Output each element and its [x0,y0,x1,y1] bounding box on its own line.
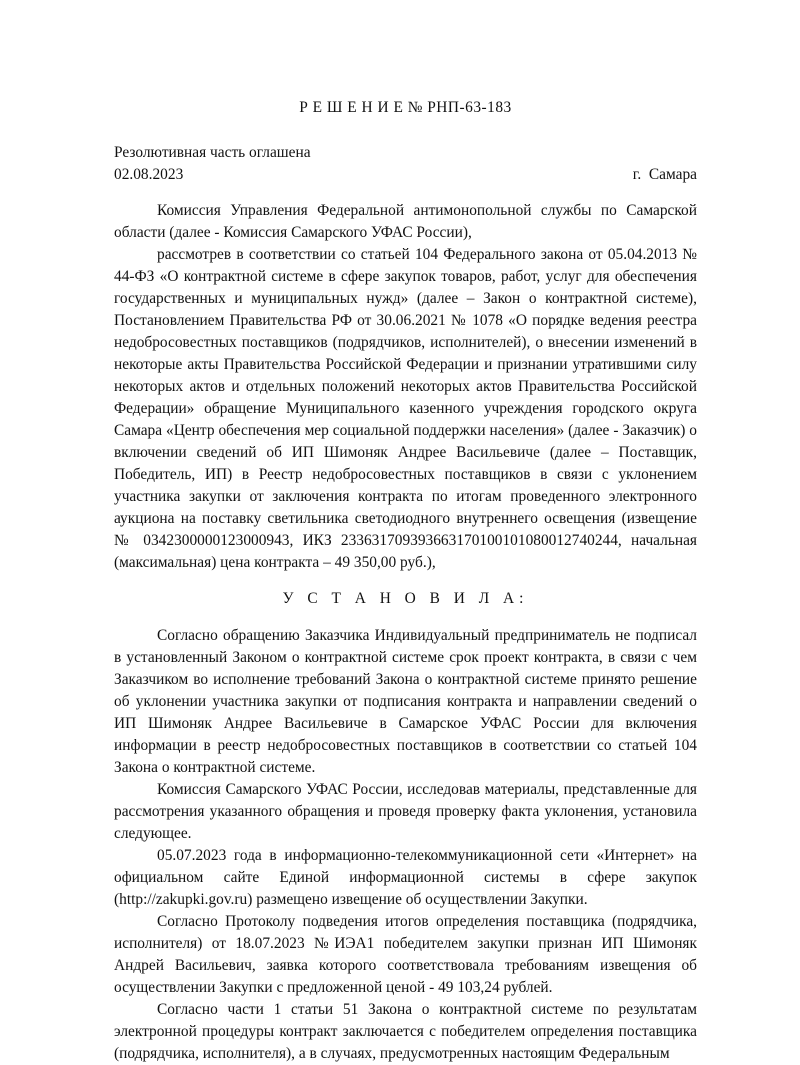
body-paragraph: Согласно части 1 статьи 51 Закона о контрактной системе по результатам электронной процедуры контракт заключается с победителем определения поставщика (подрядчика, исполнителя), а в случаях, предусмотренных настоящим Федеральным [114,1001,697,1062]
announcement-text: Резолютивная часть оглашена [114,144,311,161]
intro-paragraph: рассмотрев в соответствии со статьей 104 Федерального закона от 05.04.2013 № 44-ФЗ «О контрактной системе в сфере закупок товаров, работ, услуг для обеспечения государственных и муниципальных нужд» (далее – Закон о контрактной системе), Постановлением Правительства РФ от 30.06.2021 № 1078 «О порядке ведения реестра недобросовестных поставщиков (подрядчиков, исполнителей), о внесении изменений в некоторые акты Правительства Российской Федерации и признании утратившими силу некоторых актов и отдельных положений некоторых актов Правительства Российской Федерации» обращение Муниципального казенного учреждения городского округа Самара «Центр обеспечения мер социальной поддержки населения» (далее - Заказчик) о включении сведений об ИП Шимоняк Андрее Васильевиче (далее – Поставщик, Победитель, ИП) в Реестр недобросовестных поставщиков в связи с уклонением участника закупки от заключения контракта по итогам проведенного электронного аукциона на поставку светильника светодиодного внутреннего освещения (извещение № 0342300000123000943, ИКЗ 233631709393663170100101080012740244, начальная (максимальная) цена контракта – 49 350,00 руб.), [114,246,697,571]
date-city-line [114,164,697,186]
section-heading: У С Т А Н О В И Л А: [282,590,529,607]
body-paragraph: Комиссия Самарского УФАС России, исследовав материалы, представленные для рассмотрения указанного обращения и проведя проверку факта уклонения, установила следующее. [114,781,697,842]
body-paragraph: 05.07.2023 года в информационно-телекоммуникационной сети «Интернет» на официальном сайте Единой информационной системы в сфере закупок (http://zakupki.gov.ru) размещено извещение об осуществлении Закупки. [114,847,697,908]
body-paragraph: Согласно Протоколу подведения итогов определения поставщика (подрядчика, исполнителя) от 18.07.2023 №ИЭА1 победителем закупки признан ИП Шимоняк Андрей Васильевич, заявка которого соответствовала требованиям извещения об осуществлении Закупки с предложенной ценой - 49 103,24 рублей. [114,913,697,996]
document-city: г. Самара [632,166,697,183]
body-paragraph: Согласно обращению Заказчика Индивидуальный предприниматель не подписал в установленный Законом о контрактной системе срок проект контракта, в связи с чем Заказчиком во исполнение требований Закона о контрактной системе принято решение об уклонении участника закупки от подписания контракта и направлении сведений о ИП Шимоняк Андрее Васильевиче в Самарское УФАС России для включения информации в реестр недобросовестных поставщиков в соответствии со статьей 104 Закона о контрактной системе. [114,627,697,776]
document-meta [114,142,697,186]
document-title: Р Е Ш Е Н И Е № РНП-63-183 [299,99,512,116]
document-date: 02.08.2023 [114,166,184,183]
intro-paragraph: Комиссия Управления Федеральной антимонопольной службы по Самарской области (далее - Комиссия Самарского УФАС России), [114,202,697,241]
